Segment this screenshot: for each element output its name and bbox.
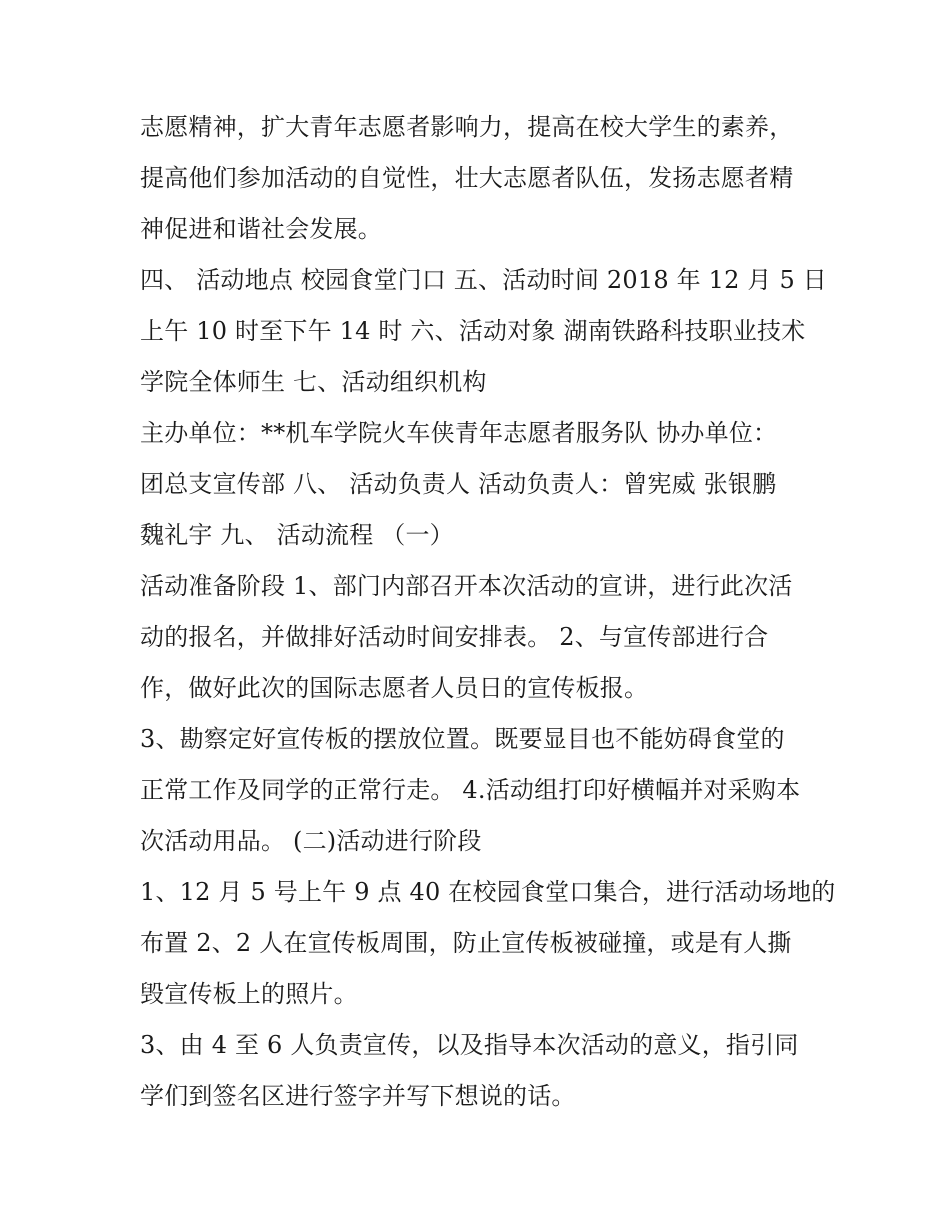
text-line: 神促进和谐社会发展。 <box>140 215 382 243</box>
text-line: 3、勘察定好宣传板的摆放位置。既要显目也不能妨碍食堂的 <box>140 725 785 753</box>
text-line: 1、12 月 5 号上午 9 点 40 在校园食堂口集合，进行活动场地的 <box>140 878 836 906</box>
text-line: 学院全体师生 七、活动组织机构 <box>140 368 487 396</box>
text-line: 志愿精神，扩大青年志愿者影响力，提高在校大学生的素养， <box>140 113 794 141</box>
text-line: 上午 10 时至下午 14 时 六、活动对象 湖南铁路科技职业技术 <box>140 317 806 345</box>
text-line: 次活动用品。 (二)活动进行阶段 <box>140 827 482 855</box>
text-line: 动的报名，并做排好活动时间安排表。 2、与宣传部进行合 <box>140 623 769 651</box>
text-line: 布置 2、2 人在宣传板周围，防止宣传板被碰撞，或是有人撕 <box>140 929 792 957</box>
text-line: 毁宣传板上的照片。 <box>140 980 358 1008</box>
text-line: 正常工作及同学的正常行走。 4.活动组打印好横幅并对采购本 <box>140 776 801 804</box>
text-line: 魏礼宇 九、 活动流程 （一） <box>140 521 454 549</box>
text-line: 四、 活动地点 校园食堂门口 五、活动时间 2018 年 12 月 5 日 <box>140 266 827 294</box>
text-line: 学们到签名区进行签字并写下想说的话。 <box>140 1082 576 1110</box>
text-line: 3、由 4 至 6 人负责宣传，以及指导本次活动的意义，指引同 <box>140 1031 799 1059</box>
text-line: 活动准备阶段 1、部门内部召开本次活动的宣讲，进行此次活 <box>140 572 793 600</box>
text-line: 提高他们参加活动的自觉性，壮大志愿者队伍，发扬志愿者精 <box>140 164 794 192</box>
text-line: 主办单位：**机车学院火车侠青年志愿者服务队 协办单位： <box>140 419 778 447</box>
text-line: 团总支宣传部 八、 活动负责人 活动负责人：曾宪威 张银鹏 <box>140 470 777 498</box>
document-body <box>140 102 836 1122</box>
text-line: 作，做好此次的国际志愿者人员日的宣传板报。 <box>140 674 649 702</box>
